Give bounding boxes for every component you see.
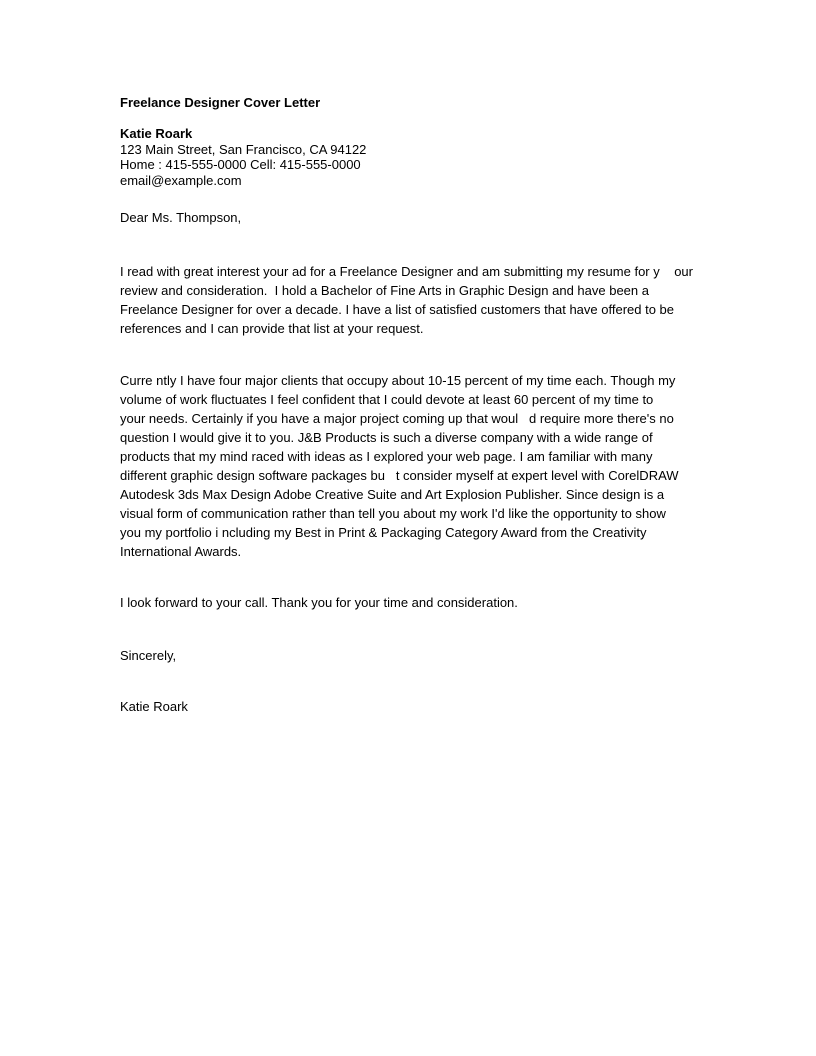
paragraph-line: review and consideration. I hold a Bachelor of Fine Arts in Graphic Design and have been a [120, 283, 649, 298]
sender-name: Katie Roark [120, 126, 193, 141]
signoff: Sincerely, [120, 648, 177, 663]
paragraph-line: visual form of communication rather than tell you about my work I'd like the opportunity to show [120, 506, 666, 521]
paragraph-line: your needs. Certainly if you have a major project coming up that woul d require more there's no [120, 411, 674, 426]
greeting: Dear Ms. Thompson, [120, 210, 242, 225]
paragraph-line: Autodesk 3ds Max Design Adobe Creative Suite and Art Explosion Publisher. Since design is a [120, 487, 665, 502]
paragraph-1 [120, 262, 710, 338]
paragraph-line: question I would give it to you. J&B Products is such a diverse company with a wide range of [120, 430, 653, 445]
signature-name: Katie Roark [120, 699, 188, 714]
closing-line: I look forward to your call. Thank you for your time and consideration. [120, 595, 518, 610]
paragraph-line: references and I can provide that list at your request. [120, 321, 424, 336]
paragraph-line: different graphic design software packages bu t consider myself at expert level with CorelDRAW [120, 468, 679, 483]
paragraph-line: volume of work fluctuates I feel confident that I could devote at least 60 percent of my time to [120, 392, 654, 407]
paragraph-line: you my portfolio i ncluding my Best in Print & Packaging Category Award from the Creativity [120, 525, 647, 540]
paragraph-2 [120, 371, 710, 561]
sender-email: email@example.com [120, 172, 242, 188]
sender-block [120, 126, 366, 188]
paragraph-line: International Awards. [120, 544, 242, 559]
sender-phones: Home : 415-555-0000 Cell: 415-555-0000 [120, 157, 361, 172]
paragraph-line: Freelance Designer for over a decade. I have a list of satisfied customers that have offered to be [120, 302, 675, 317]
paragraph-line: I read with great interest your ad for a Freelance Designer and am submitting my resume for y our [120, 264, 693, 279]
document-title: Freelance Designer Cover Letter [120, 95, 321, 110]
paragraph-line: products that my mind raced with ideas as I explored your web page. I am familiar with many [120, 449, 653, 464]
paragraph-line: Curre ntly I have four major clients that occupy about 10-15 percent of my time each. Though my [120, 373, 676, 388]
sender-address: 123 Main Street, San Francisco, CA 94122 [120, 141, 367, 157]
